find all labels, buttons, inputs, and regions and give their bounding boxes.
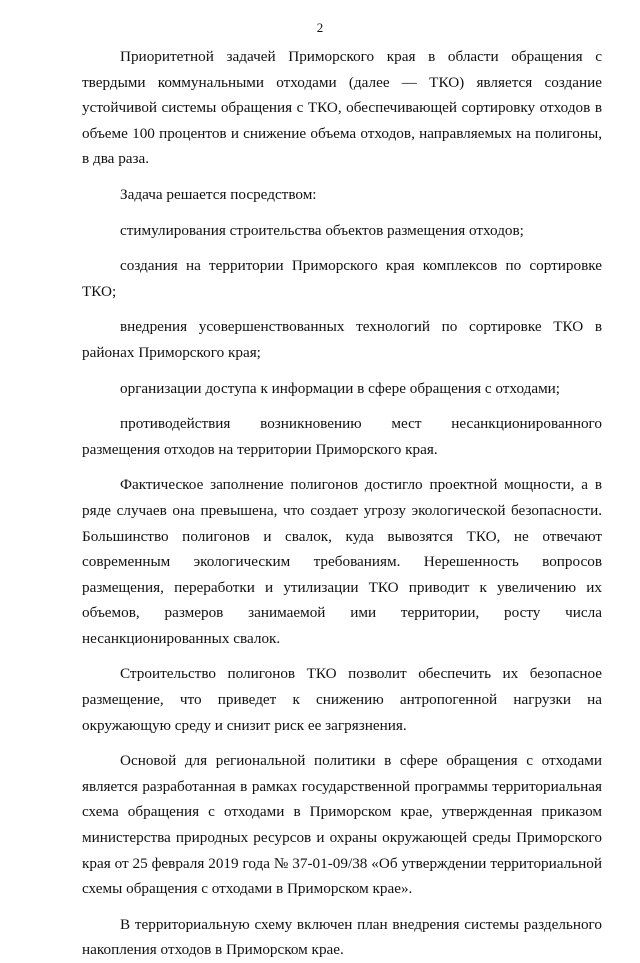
paragraph-list-item-technologies: внедрения усовершенствованных технологий по сортировке ТКО в районах Приморского края; (82, 318, 602, 361)
page-number: 2 (316, 20, 324, 35)
paragraph-priority-task: Приоритетной задачей Приморского края в области обращения с твердыми коммунальными отходами (далее — ТКО) является создание устойчивой системы обращения с ТКО, обеспечивающей сортировку отходов в объеме 100 процентов и снижение объема отходов, направляемых на полигоны, в два раза. (82, 48, 602, 168)
paragraph-task-means: Задача решается посредством: (120, 185, 317, 203)
paragraph-landfill-capacity: Фактическое заполнение полигонов достигло проектной мощности, а в ряде случаев она превышена, что создает угрозу экологической безопасности. Большинство полигонов и свалок, куда вывозятся ТКО, не отвечают современным экологическим требованиям. Нерешенность вопросов размещения, переработки и утилизации ТКО приводит к увеличению их объемов, размеров занимаемой ими территории, росту числа несанкционированных свалок. (82, 476, 602, 647)
paragraph-list-item-counteraction: противодействия возникновению мест несанкционированного размещения отходов на территории Приморского края. (82, 415, 602, 458)
paragraph-list-item-information: организации доступа к информации в сфере обращения с отходами; (120, 379, 561, 397)
paragraph-landfill-construction: Строительство полигонов ТКО позволит обеспечить их безопасное размещение, что приведет к снижению антропогенной нагрузки на окружающую среду и снизит риск ее загрязнения. (82, 665, 602, 734)
paragraph-list-item-complexes: создания на территории Приморского края комплексов по сортировке ТКО; (82, 257, 602, 300)
paragraph-separate-collection: В территориальную схему включен план внедрения системы раздельного накопления отходов в Приморском крае. (82, 915, 602, 959)
paragraph-list-item-stimulation: стимулирования строительства объектов размещения отходов; (120, 221, 524, 239)
document-body (82, 44, 602, 963)
paragraph-regional-policy: Основой для региональной политики в сфере обращения с отходами является разработанная в рамках государственной программы территориальная схема обращения с отходами в Приморском крае, утвержденная приказом министерства природных ресурсов и охраны окружающей среды Приморского края от 25 февраля 2019 года № 37-01-09/38 «Об утверждении территориальной схемы обращения с отходами в Приморском крае». (82, 752, 602, 898)
